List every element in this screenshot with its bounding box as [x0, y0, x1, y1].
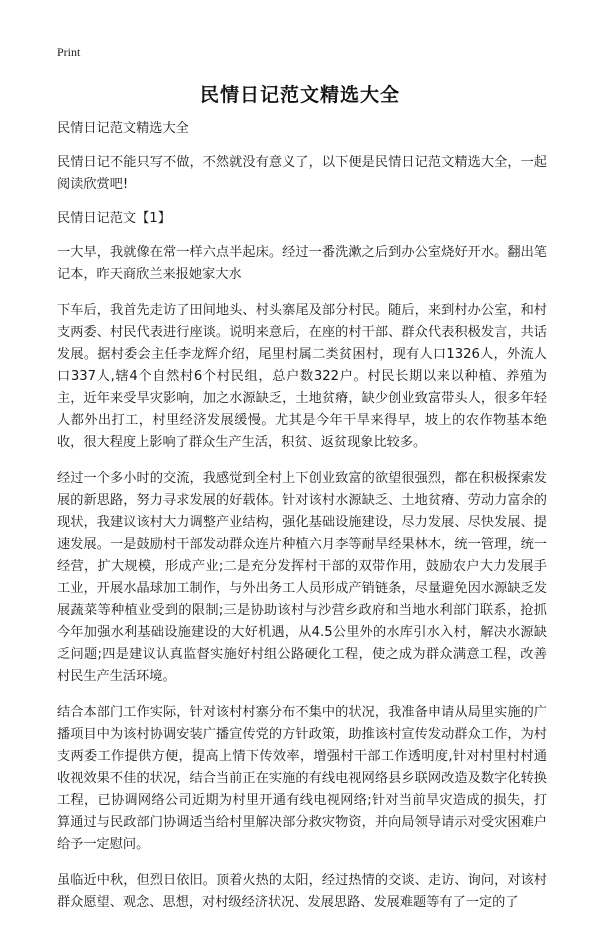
section-heading: 民情日记范文【1】: [57, 211, 171, 226]
print-link[interactable]: Print: [57, 45, 81, 59]
article-body: [57, 118, 547, 928]
body-paragraph: 虽临近中秋，但烈日依旧。顶着火热的太阳，经过热情的交谈、走访、询问，对该村群众愿望、观念、思想，对村级经济状况、发展思路、发展难题等有了一定的了: [57, 873, 547, 910]
body-paragraph: 一大早，我就像在常一样六点半起床。经过一番洗漱之后到办公室烧好开水。翻出笔记本，昨天商欣兰来报她家大水: [57, 245, 547, 282]
document-title: 民情日记范文精选大全: [199, 84, 400, 106]
article-subtitle: 民情日记范文精选大全: [57, 121, 189, 136]
body-paragraph: 下车后，我首先走访了田间地头、村头寨尾及部分村民。随后，来到村办公室，和村支两委、村民代表进行座谈。说明来意后，在座的村干部、群众代表积极发言，共话发展。据村委会主任李龙辉介绍，尾里村属二类贫困村，现有人口1326人，外流人口337人,辖4个自然村6个村民组，总户数322户。村民长期以来以种植、养殖为主，近年来受旱灾影响，加之水源缺乏，土地贫瘠，缺少创业致富带头人，很多年轻人都外出打工，村里经济发展缓慢。尤其是今年干旱来得早，坡上的农作物基本绝收，很大程度上影响了群众生产生活，积贫、返贫现象比较多。: [57, 303, 547, 450]
intro-paragraph: 民情日记不能只写不做，不然就没有意义了，以下便是民情日记范文精选大全，一起阅读欣赏吧!: [57, 155, 547, 192]
body-paragraph: 经过一个多小时的交流，我感觉到全村上下创业致富的欲望很强烈，都在积极探索发展的新思路，努力寻求发展的好载体。针对该村水源缺乏、土地贫瘠、劳动力富余的现状，我建议该村大力调整产业结构，强化基础设施建设，尽力发展、尽快发展、提速发展。一是鼓励村干部发动群众连片种植六月李等耐旱经果林木，统一管理，统一经营，扩大规模，形成产业;二是充分发挥村干部的双带作用，鼓励农户大力发展手工业，开展水晶球加工制作，与外出务工人员形成产销链条，尽量避免因水源缺乏发展蔬菜等种植业受到的限制;三是协助该村与沙营乡政府和当地水利部门联系，抢抓今年加强水利基础设施建设的大好机遇，从4.5公里外的水库引水入村，解决水源缺乏问题;四是建议认真监督实施好村组公路硬化工程，使之成为群众满意工程，改善村民生产生活环境。: [57, 471, 547, 684]
body-paragraph: 结合本部门工作实际，针对该村村寨分布不集中的状况，我准备申请从局里实施的广播项目中为该村协调安装广播宣传党的方针政策，助推该村宣传发动群众工作，为村支两委工作提供方便，提高上情下传效率，增强村干部工作透明度,针对村里村村通收视效果不佳的状况，结合当前正在实施的有线电视网络县乡联网改造及数字化转换工程，已协调网络公司近期为村里开通有线电视网络;针对当前旱灾造成的损失，打算通过与民政部门协调适当给村里解决部分救灾物资，并向局领导请示对受灾困难户给予一定慰问。: [57, 705, 547, 852]
